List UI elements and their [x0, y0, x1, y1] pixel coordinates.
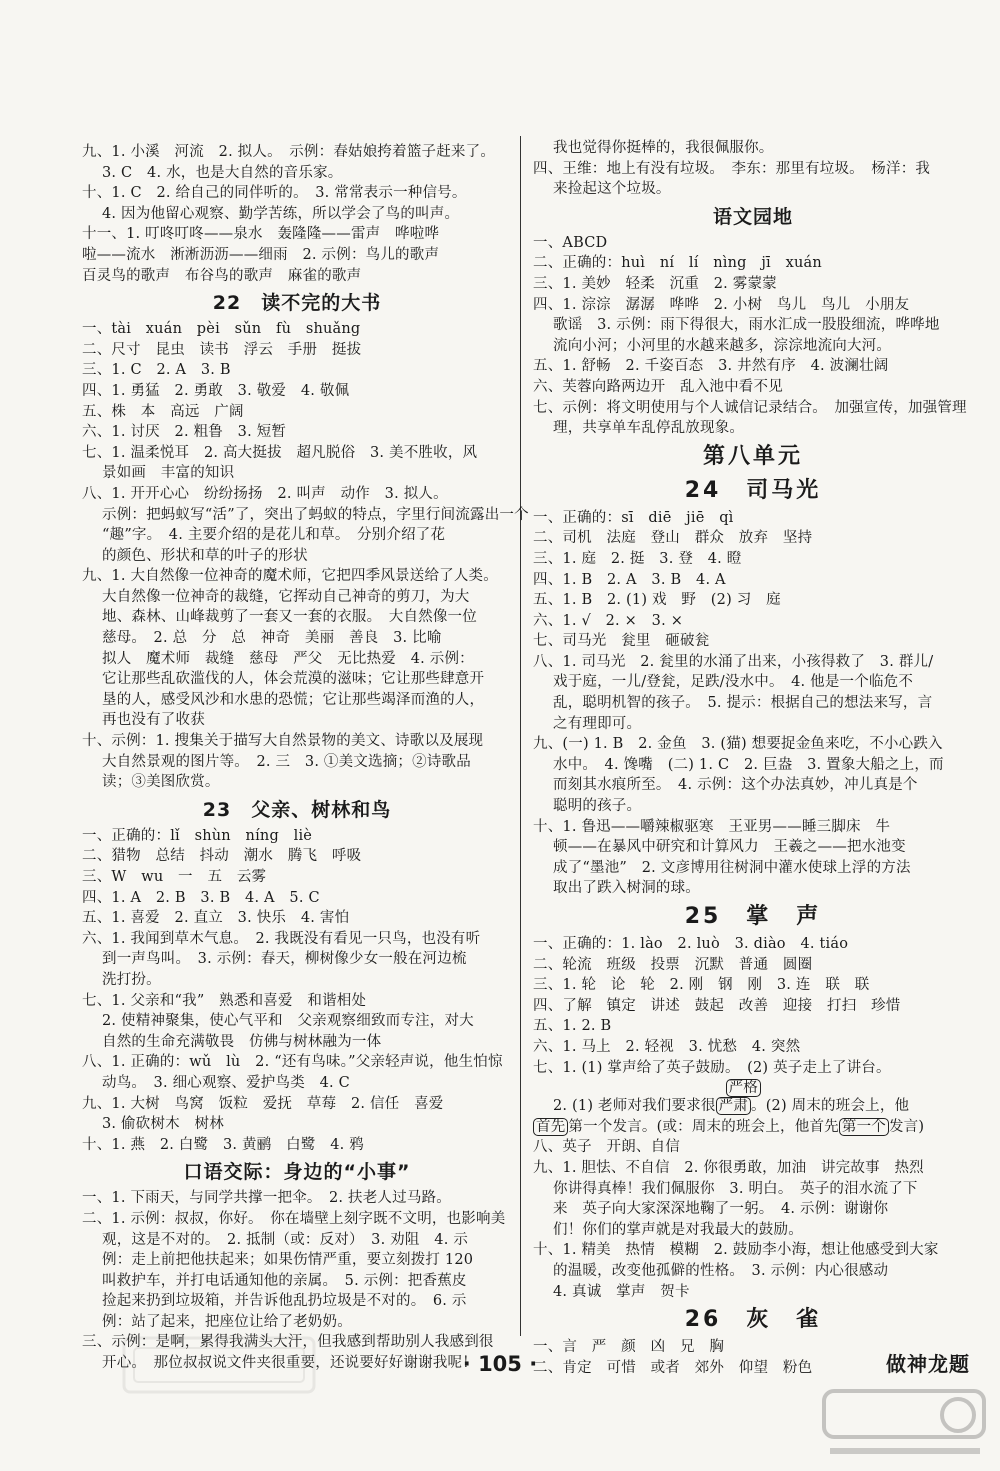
answer-line: 三、1. 美妙 轻柔 沉重 2. 雾蒙蒙	[533, 275, 777, 292]
answer-line: 一、tài xuán pèi sǔn fù shuǎng	[82, 321, 361, 338]
answer-line: 来 英子向大家深深地鞠了一躬。 4. 示例：谢谢你	[553, 1201, 889, 1218]
answer-line: 示例：把蚂蚁写“活”了，突出了蚂蚁的特点，字里行间流露出一个	[102, 506, 529, 523]
answer-line: 而刻其水痕所至。 4. 示例：这个办法真妙，冲儿真是个	[553, 777, 918, 794]
answer-line: 十、1. 精美 热情 模糊 2. 鼓励李小海，想让他感受到大家	[533, 1242, 939, 1259]
answer-line: 三、示例：是啊，累得我满头大汗，但我感到帮助别人我感到很	[82, 1334, 494, 1351]
answer-line: 九、1. 大树 鸟窝 饭粒 爱抚 草莓 2. 信任 喜爱	[82, 1095, 444, 1112]
answer-line: 水中。 4. 馋嘴 (二) 1. C 2. 巨盎 3. 置象大船之上，而	[553, 756, 944, 773]
answer-line: 九、1. 小溪 河流 2. 拟人。 示例：春姑娘挎着篮子赶来了。	[82, 144, 496, 160]
answer-line: 六、芙蓉向路两边开 乱入池中看不见	[533, 378, 783, 395]
answer-line: 大自然景观的图片等。 2. 三 3. ①美文选摘；②诗歌品	[102, 753, 471, 770]
answer-text: 2. (1) 老师对我们要求很	[553, 1098, 716, 1115]
answer-line: 八、1. 司马光 2. 瓮里的水涌了出来，小孩得救了 3. 群儿/	[533, 653, 934, 670]
answer-line: 垦的人，感受风沙和水患的恐慌；它让那些竭泽而渔的人，	[102, 691, 485, 708]
page-number: · 105 ·	[462, 1352, 538, 1376]
answer-line-correction	[533, 1117, 973, 1138]
answer-line: 例：站了起来，把座位让给了老奶奶。	[102, 1313, 352, 1330]
answer-line: 一、言 严 颜 凶 兄 胸	[533, 1339, 725, 1356]
answer-line: 六、1. √ 2. × 3. ×	[533, 612, 684, 629]
answer-line: 四、1. 勇猛 2. 勇敢 3. 敬爱 4. 敬佩	[82, 382, 350, 399]
section-heading: 口语交际：身边的“小事”	[183, 1161, 411, 1184]
answer-line: 洗打扮。	[102, 971, 161, 988]
answer-line: 九、1. 胆怯、不自信 2. 你很勇敢，加油 讲完故事 热烈	[533, 1159, 924, 1176]
answer-line: 理，共享单车乱停乱放现象。	[553, 420, 745, 437]
section-heading: 24 司马光	[684, 477, 822, 503]
answer-line: 的颜色、形状和草的叶子的形状	[102, 547, 308, 564]
answer-line: 九、1. 大自然像一位神奇的魔术师，它把四季风景送给了人类。	[82, 568, 498, 585]
answer-line: 3. 偷砍树木 树林	[102, 1116, 224, 1133]
answer-line: 乱，聪明机智的孩子。 5. 提示：根据自己的想法来写，言	[553, 695, 933, 712]
answer-line: 你讲得真棒！我们佩服你 3. 明白。 英子的泪水流了下	[553, 1180, 918, 1197]
answer-line: “趣”字。 4. 主要介绍的是花儿和草。 分别介绍了花	[102, 527, 446, 544]
answer-line: 六、1. 讨厌 2. 粗鲁 3. 短暂	[82, 424, 287, 441]
answer-line: 例：走上前把他扶起来；如果伤情严重，要立刻拨打 120	[102, 1252, 474, 1269]
answer-line: 观，这是不对的。 2. 抵制（或：反对） 3. 劝阻 4. 示	[102, 1231, 469, 1248]
column-divider	[520, 136, 521, 1336]
answer-line: 十一、1. 叮咚叮咚——泉水 轰隆隆——雷声 哗啦哗	[82, 226, 440, 243]
answer-line: 之有理即可。	[553, 715, 642, 732]
answer-line: 一、正确的：1. lào 2. luò 3. diào 4. tiáo	[533, 936, 849, 952]
answer-line: 十、1. C 2. 给自己的同伴听的。 3. 常常表示一种信号。	[82, 185, 467, 202]
section-heading: 25 掌 声	[684, 904, 822, 929]
answer-line: 的温暖，改变他孤僻的性格。 3. 示例：内心很感动	[553, 1262, 889, 1279]
answer-line: 四、1. B 2. A 3. B 4. A	[533, 571, 726, 588]
boxed-word: 严肃	[716, 1097, 751, 1115]
answer-line: 三、1. 庭 2. 挺 3. 登 4. 瞪	[533, 550, 742, 567]
answer-line: 二、司机 法庭 登山 群众 放弃 坚持	[533, 530, 813, 547]
answer-line: 我也觉得你挺棒的，我很佩服你。	[553, 140, 774, 156]
boxed-word: 第一个	[839, 1118, 889, 1136]
answer-line: 四、1. A 2. B 3. B 4. A 5. C	[82, 889, 320, 906]
answer-line: 聪明的孩子。	[553, 798, 642, 815]
section-heading: 第八单元	[702, 443, 803, 469]
answer-line: 四、王维：地上有没有垃圾。 李东：那里有垃圾。 杨洋：我	[533, 160, 931, 177]
answer-line: 开心。 那位叔叔说文件夹很重要，还说要好好谢谢我呢！	[102, 1355, 477, 1372]
answer-line: 动鸟。 3. 细心观察、爱护鸟类 4. C	[102, 1074, 350, 1091]
brand-name: 做神龙题	[886, 1352, 970, 1376]
answer-line: 三、1. C 2. A 3. B	[82, 362, 231, 379]
answer-line: 它让那些乱砍滥伐的人，体会荒漠的滋味；它让那些肆意开	[102, 671, 485, 688]
answer-line: 八、英子 开朗、自信	[533, 1139, 680, 1156]
answer-line: 七、司马光 瓮里 砸破瓮	[533, 633, 710, 650]
answer-line: 十、1. 鲁迅——嚼辣椒驱寒 王亚男——睡三脚床 牛	[533, 818, 891, 835]
answer-line: 歌谣 3. 示例：雨下得很大，雨水汇成一股股细流，哗哗地	[553, 317, 940, 334]
answer-line: 五、1. 2. B	[533, 1018, 612, 1035]
answer-text: 发言)	[888, 1118, 925, 1135]
answer-line: 五、1. B 2. (1) 戏 野 (2) 习 庭	[533, 592, 781, 609]
answer-line: 取出了跌入树洞的球。	[553, 880, 700, 897]
answer-line: 一、1. 下雨天，与同学共撑一把伞。 2. 扶老人过马路。	[82, 1190, 451, 1207]
answer-line: 大自然像一位神奇的裁缝，它挥动自己神奇的剪刀，为大	[102, 588, 470, 605]
watermark-logo	[820, 1385, 990, 1465]
section-heading: 23 父亲、树林和鸟	[202, 798, 392, 821]
answer-line: 4. 真诚 掌声 贺卡	[553, 1283, 690, 1300]
answer-line: 六、1. 我闻到草木气息。 2. 我既没有看见一只鸟，也没有听	[82, 930, 481, 947]
answer-line: 流向小河；小河里的水越来越多，淙淙地流向大河。	[553, 337, 892, 354]
answer-line: 戏于庭，一儿/登瓮，足跌/没水中。 4. 他是一个临危不	[553, 674, 914, 691]
answer-line: 四、1. 淙淙 潺潺 哗哗 2. 小树 鸟儿 鸟儿 小朋友	[533, 296, 910, 313]
answer-line: 二、正确的：huì ní lí nìng jī xuán	[533, 255, 822, 272]
right-column	[533, 138, 973, 1378]
answer-line: 啦——流水 淅淅沥沥——细雨 2. 示例：鸟儿的歌声	[82, 246, 440, 263]
answer-line: 四、了解 镇定 讲述 鼓起 改善 迎接 打扫 珍惜	[533, 997, 901, 1014]
answer-line: 读；③美图欣赏。	[102, 774, 220, 791]
answer-line: 七、1. 父亲和“我” 熟悉和喜爱 和谐相处	[82, 992, 367, 1009]
answer-line: 景如画 丰富的知识	[102, 465, 235, 482]
answer-line: 二、猎物 总结 抖动 潮水 腾飞 呼吸	[82, 848, 362, 865]
answer-line: 九、(一) 1. B 2. 金鱼 3. (猫) 想要捉金鱼来吃，不小心跌入	[533, 736, 943, 753]
answer-line: 二、1. 示例：叔叔，你好。 你在墙壁上刻字既不文明，也影响美	[82, 1210, 506, 1227]
answer-line-correction	[533, 1080, 973, 1117]
answer-line: 顿——在暴风中研究和计算风力 王羲之——把水池变	[553, 839, 906, 856]
answer-line: 二、轮流 班级 投票 沉默 普通 圆圈	[533, 956, 813, 973]
section-heading: 22 读不完的大书	[212, 292, 382, 315]
answer-line: 自然的生命充满敬畏 仿佛与树林融为一体	[102, 1033, 382, 1050]
answer-line: 叫救护车，并打电话通知他的亲属。 5. 示例：把香蕉皮	[102, 1272, 467, 1289]
answer-line: 八、1. 开开心心 纷纷扬扬 2. 叫声 动作 3. 拟人。	[82, 485, 448, 502]
answer-line: 五、1. 喜爱 2. 直立 3. 快乐 4. 害怕	[82, 910, 350, 927]
answer-line: 十、1. 燕 2. 白鹭 3. 黄鹂 白鹭 4. 鸦	[82, 1136, 364, 1153]
answer-line: 4. 因为他留心观察、勤学苦练，所以学会了鸟的叫声。	[102, 205, 460, 222]
correction-above: 严格	[726, 1079, 761, 1097]
answer-line: 七、示例：将文明使用与个人诚信记录结合。 加强宣传，加强管理	[533, 399, 967, 416]
answer-line: 来捡起这个垃圾。	[553, 181, 671, 198]
answer-line: 到一声鸟叫。 3. 示例：春天，柳树像少女一般在河边梳	[102, 951, 467, 968]
answer-line: 二、肯定 可惜 或者 郊外 仰望 粉色	[533, 1359, 813, 1376]
answer-line: 3. C 4. 水，也是大自然的音乐家。	[102, 164, 343, 181]
answer-text: 第一个发言。(或：周末的班会上，他首先	[568, 1118, 839, 1135]
answer-line: 成了“墨池” 2. 文彦博用往树洞中灌水使球上浮的方法	[553, 859, 911, 876]
answer-line: 六、1. 马上 2. 轻视 3. 忧愁 4. 突然	[533, 1038, 801, 1055]
answer-line: 们！你们的掌声就是对我最大的鼓励。	[553, 1221, 803, 1238]
answer-line: 慈母。 2. 总 分 总 神奇 美丽 善良 3. 比喻	[102, 630, 442, 647]
boxed-word: 首先	[533, 1118, 568, 1136]
answer-line: 五、株 本 高远 广阔	[82, 403, 244, 420]
answer-line: 二、尺寸 昆虫 读书 浮云 手册 挺拔	[82, 341, 362, 358]
answer-line: 2. 使精神聚集，使心气平和 父亲观察细致而专注，对大	[102, 1013, 474, 1030]
answer-line: 三、W wu 一 五 云雾	[82, 869, 267, 885]
answer-line: 一、ABCD	[533, 234, 608, 251]
answer-line: 地、森林、山峰裁剪了一套又一套的衣服。 大自然像一位	[102, 609, 477, 626]
answer-line: 五、1. 舒畅 2. 千姿百态 3. 井然有序 4. 波澜壮阔	[533, 358, 889, 375]
answer-line: 再也没有了收获	[102, 712, 205, 729]
left-column	[82, 142, 529, 1374]
answer-line: 一、正确的：lǐ shùn níng liè	[82, 827, 313, 844]
answer-line: 八、1. 正确的：wǔ lù 2. “还有鸟味。”父亲轻声说，他生怕惊	[82, 1054, 503, 1071]
correction-mark	[716, 1080, 758, 1115]
answer-line: 拟人 魔术师 裁缝 慈母 严父 无比热爱 4. 示例：	[102, 650, 474, 667]
answer-line: 百灵鸟的歌声 布谷鸟的歌声 麻雀的歌声	[82, 267, 362, 284]
answer-line: 七、1. (1) 掌声给了英子鼓励。 (2) 英子走上了讲台。	[533, 1059, 891, 1076]
answer-text: 。(2) 周末的班会上，他	[751, 1098, 910, 1115]
answer-line: 十、示例：1. 搜集关于描写大自然景物的美文、诗歌以及展现	[82, 733, 484, 750]
section-heading: 语文园地	[712, 205, 793, 228]
answer-line: 捡起来扔到垃圾箱，并告诉他乱扔垃圾是不对的。 6. 示	[102, 1293, 467, 1310]
answer-line: 七、1. 温柔悦耳 2. 高大挺拔 超凡脱俗 3. 美不胜收，风	[82, 444, 478, 461]
section-heading: 26 灰 雀	[684, 1307, 822, 1333]
answer-line: 三、1. 轮 论 轮 2. 刚 钢 刚 3. 连 联 联	[533, 977, 870, 994]
answer-line: 一、正确的：sī diē jiē qì	[533, 509, 734, 526]
